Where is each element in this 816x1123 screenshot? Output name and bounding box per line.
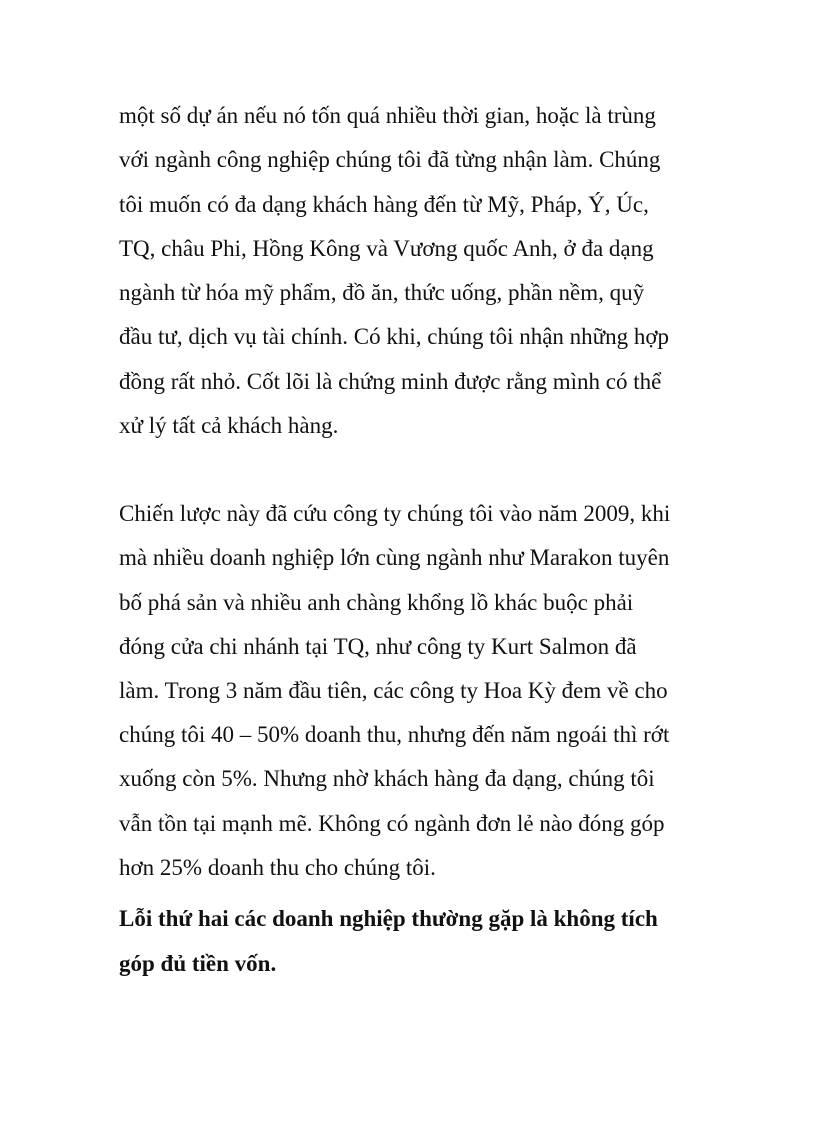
paragraph-line: ngành từ hóa mỹ phẩm, đồ ăn, thức uống, phần nềm, quỹ xyxy=(119,280,645,305)
paragraph-line: hơn 25% doanh thu cho chúng tôi. xyxy=(119,855,436,880)
paragraph-line: một số dự án nếu nó tốn quá nhiều thời gian, hoặc là trùng xyxy=(119,103,656,128)
paragraph-line: xử lý tất cả khách hàng. xyxy=(119,413,339,438)
paragraph-line: vẫn tồn tại mạnh mẽ. Không có ngành đơn lẻ nào đóng góp xyxy=(119,811,665,836)
paragraph-line: làm. Trong 3 năm đầu tiên, các công ty Hoa Kỳ đem về cho xyxy=(119,678,668,703)
paragraph-line: đóng cửa chi nhánh tại TQ, như công ty Kurt Salmon đã xyxy=(119,634,637,659)
paragraph-line: với ngành công nghiệp chúng tôi đã từng nhận làm. Chúng xyxy=(119,147,661,172)
paragraph-line: bố phá sản và nhiều anh chàng khổng lồ khác buộc phải xyxy=(119,590,634,615)
paragraph-line: TQ, châu Phi, Hồng Kông và Vương quốc Anh, ở đa dạng xyxy=(119,236,654,261)
paragraph-line: tôi muốn có đa dạng khách hàng đến từ Mỹ, Pháp, Ý, Úc, xyxy=(119,192,649,217)
paragraph-line: đồng rất nhỏ. Cốt lõi là chứng minh được rằng mình có thể xyxy=(119,369,662,394)
heading-line: góp đủ tiền vốn. xyxy=(119,951,277,976)
paragraph-line: chúng tôi 40 – 50% doanh thu, nhưng đến năm ngoái thì rớt xyxy=(119,722,670,747)
paragraph-line: xuống còn 5%. Nhưng nhờ khách hàng đa dạng, chúng tôi xyxy=(119,766,655,791)
paragraph-line: đầu tư, dịch vụ tài chính. Có khi, chúng tôi nhận những hợp xyxy=(119,324,670,349)
heading-line: Lỗi thứ hai các doanh nghiệp thường gặp là không tích xyxy=(119,906,658,931)
paragraph-line: mà nhiều doanh nghiệp lớn cùng ngành như Marakon tuyên xyxy=(119,545,670,570)
paragraph-line: Chiến lược này đã cứu công ty chúng tôi vào năm 2009, khi xyxy=(119,501,671,526)
